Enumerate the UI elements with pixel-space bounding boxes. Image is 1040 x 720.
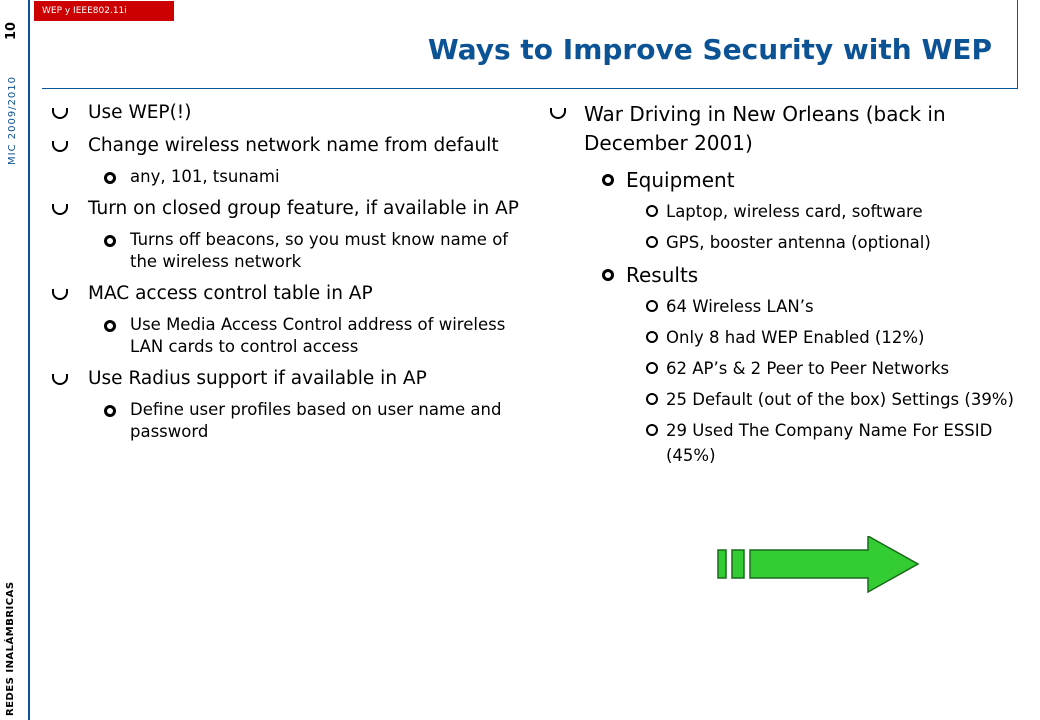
bullet-icon (646, 424, 658, 436)
bullet-icon (52, 108, 68, 119)
right-subitem: GPS, booster antenna (optional) (550, 230, 1020, 255)
bullet-icon (52, 374, 68, 385)
left-item: Use Radius support if available in AP (52, 366, 522, 391)
bullet-icon (104, 172, 116, 184)
left-item: Use WEP(!) (52, 100, 522, 125)
right-column (550, 100, 1020, 474)
left-column (52, 100, 522, 451)
left-item: MAC access control table in AP (52, 281, 522, 306)
bullet-icon (104, 320, 116, 332)
bullet-icon (602, 174, 614, 186)
right-subitem: 29 Used The Company Name For ESSID (45%) (550, 418, 1020, 468)
right-subitem: 64 Wireless LAN’s (550, 294, 1020, 319)
left-item: Turn on closed group feature, if available in AP (52, 196, 522, 221)
bullet-icon (104, 405, 116, 417)
term-label: MIC 2009/2010 (7, 75, 18, 165)
bullet-icon (646, 331, 658, 343)
next-arrow-icon[interactable] (716, 536, 922, 626)
bullet-icon (550, 108, 566, 119)
bullet-icon (52, 141, 68, 152)
right-group: Results (550, 261, 1020, 290)
bullet-icon (52, 289, 68, 300)
slide-title: Ways to Improve Security with WEP (427, 33, 992, 66)
arrow-bar-2 (732, 550, 744, 578)
page-number: 10 (4, 21, 19, 40)
sidebar-divider (28, 0, 30, 720)
section-tag: WEP y IEEE802.11i (34, 1, 174, 21)
right-subitem: Only 8 had WEP Enabled (12%) (550, 325, 1020, 350)
bullet-icon (646, 393, 658, 405)
bullet-icon (646, 362, 658, 374)
bullet-icon (52, 204, 68, 215)
title-frame-right (1017, 0, 1018, 89)
bullet-icon (646, 205, 658, 217)
left-subitem: any, 101, tsunami (52, 166, 522, 188)
left-subitem: Turns off beacons, so you must know name of the wireless network (52, 229, 522, 273)
bullet-icon (646, 236, 658, 248)
right-subitem: 25 Default (out of the box) Settings (39%) (550, 387, 1020, 412)
title-underline (42, 88, 1018, 89)
bullet-icon (104, 235, 116, 247)
right-group: Equipment (550, 166, 1020, 195)
right-subitem: 62 AP’s & 2 Peer to Peer Networks (550, 356, 1020, 381)
left-subitem: Define user profiles based on user name and password (52, 399, 522, 443)
course-label: REDES INALÁMBRICAS (5, 581, 16, 716)
right-heading: War Driving in New Orleans (back in December 2001) (550, 100, 1020, 158)
arrow-head (750, 536, 918, 592)
bullet-icon (646, 300, 658, 312)
left-subitem: Use Media Access Control address of wireless LAN cards to control access (52, 314, 522, 358)
right-subitem: Laptop, wireless card, software (550, 199, 1020, 224)
arrow-bar-1 (718, 550, 726, 578)
left-item: Change wireless network name from default (52, 133, 522, 158)
bullet-icon (602, 269, 614, 281)
